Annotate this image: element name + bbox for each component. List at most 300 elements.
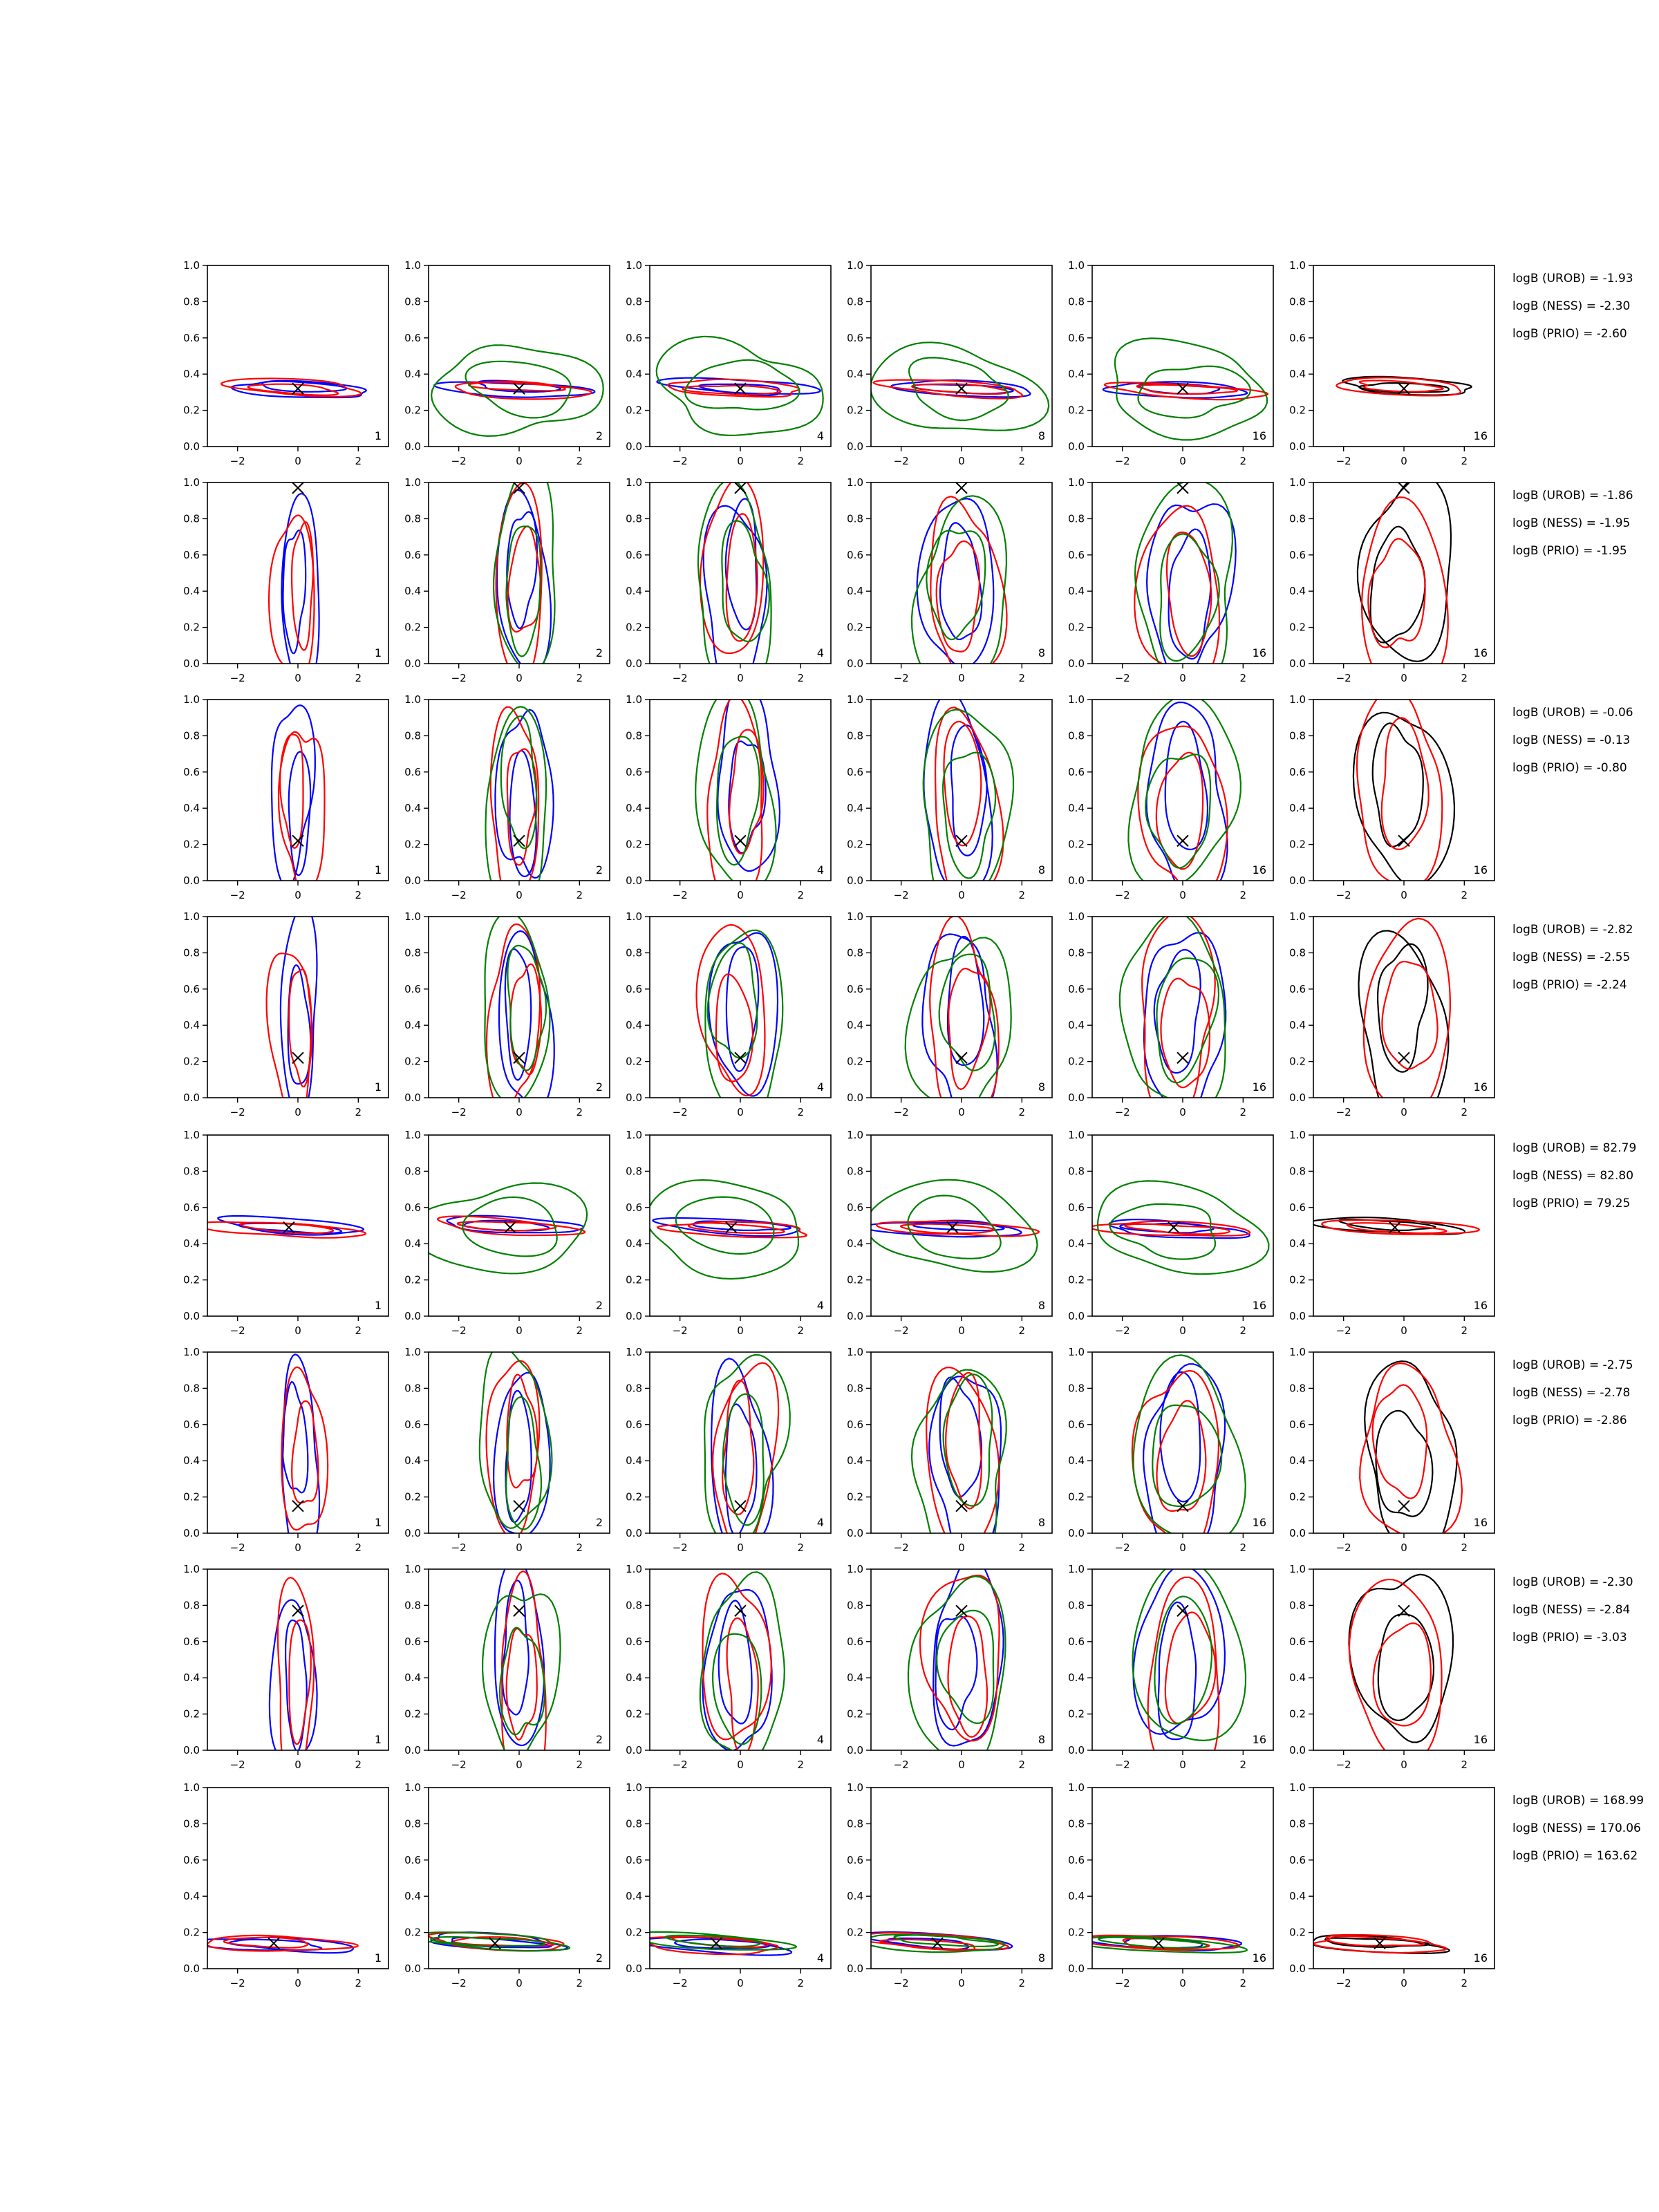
y-tick-label: 0.4: [1289, 368, 1306, 381]
axes-frame: [1092, 265, 1273, 447]
subplot-r3-c6: [1289, 688, 1494, 902]
y-tick-label: 0.4: [847, 1019, 863, 1032]
y-tick-label: 0.0: [626, 1962, 642, 1975]
contour-line: [1138, 727, 1227, 899]
x-tick-label: −2: [1335, 1541, 1351, 1554]
x-tick-label: 0: [958, 672, 965, 684]
y-tick-label: 0.6: [404, 1635, 421, 1648]
y-tick-label: 0.6: [626, 1853, 642, 1866]
y-tick-label: 0.8: [626, 729, 642, 742]
contour-line: [1135, 480, 1232, 693]
y-tick-label: 0.2: [626, 1490, 642, 1503]
subplot-r5-c4: [847, 1129, 1052, 1337]
y-tick-label: 0.2: [1068, 1055, 1085, 1068]
y-tick-label: 0.8: [404, 1165, 421, 1178]
panel-label: 1: [374, 429, 382, 442]
subplot-r7-c5: [1068, 1561, 1273, 1784]
y-tick-label: 1.0: [1289, 476, 1306, 489]
y-tick-label: 0.8: [183, 1599, 200, 1612]
subplot-r5-c3: [626, 1129, 831, 1337]
y-tick-label: 0.4: [1068, 1237, 1085, 1250]
subplot-r3-c3: [626, 682, 831, 901]
subplot-r4-c5: [1068, 910, 1273, 1122]
y-tick-label: 0.6: [183, 765, 200, 778]
y-tick-label: 0.0: [847, 1962, 863, 1975]
true-value-marker: [735, 482, 746, 494]
contour-line: [1133, 1561, 1246, 1741]
y-tick-label: 1.0: [404, 476, 421, 489]
contour-line: [912, 496, 1006, 694]
contour-line: [1157, 1400, 1206, 1511]
subplot-r4-c4: [847, 910, 1052, 1125]
contour-line: [289, 969, 312, 1087]
contour-line: [697, 925, 765, 1096]
y-tick-label: 0.4: [626, 585, 642, 598]
y-tick-label: 0.6: [404, 548, 421, 561]
y-tick-label: 0.4: [183, 802, 200, 815]
y-tick-label: 0.0: [1289, 1962, 1306, 1975]
y-tick-label: 0.4: [404, 1890, 421, 1903]
y-tick-label: 1.0: [847, 259, 863, 272]
log-bayes-text: logB (PRIO) = -2.86: [1512, 1414, 1627, 1427]
panel-label: 16: [1252, 1516, 1266, 1529]
log-bayes-annotations: [1512, 706, 1633, 775]
x-tick-label: 2: [355, 1106, 362, 1118]
contour-line: [705, 930, 782, 1126]
axes-frame: [1092, 482, 1273, 664]
x-tick-label: 0: [1179, 1106, 1186, 1118]
contour-line: [507, 1375, 537, 1488]
y-tick-label: 1.0: [183, 476, 200, 489]
x-tick-label: 2: [355, 455, 362, 467]
y-tick-label: 0.8: [1068, 1382, 1085, 1395]
panel-label: 16: [1252, 1951, 1266, 1965]
true-value-marker: [292, 1052, 303, 1063]
y-tick-label: 1.0: [183, 693, 200, 706]
true-value-marker: [735, 1501, 746, 1512]
contour-line: [267, 953, 312, 1129]
log-bayes-text: logB (NESS) = 170.06: [1512, 1821, 1641, 1835]
x-tick-label: 2: [355, 889, 362, 901]
x-tick-label: 0: [294, 1324, 301, 1337]
x-tick-label: 2: [355, 1977, 362, 1989]
x-tick-label: −2: [893, 1106, 909, 1118]
panel-label: 16: [1252, 863, 1266, 877]
x-tick-label: 2: [797, 672, 805, 684]
y-tick-label: 1.0: [1068, 910, 1085, 923]
y-tick-label: 0.4: [183, 1019, 200, 1032]
y-tick-label: 0.8: [404, 1382, 421, 1395]
panel-label: 16: [1473, 1080, 1488, 1094]
y-tick-label: 0.4: [404, 1019, 421, 1032]
x-tick-label: 0: [737, 455, 744, 467]
x-tick-label: 2: [797, 1324, 805, 1337]
x-tick-label: 2: [797, 1759, 805, 1771]
y-tick-label: 0.0: [183, 1744, 200, 1756]
y-tick-label: 0.4: [404, 802, 421, 815]
y-tick-label: 0.8: [847, 1165, 863, 1178]
y-tick-label: 0.6: [626, 982, 642, 995]
y-tick-label: 0.2: [404, 1707, 421, 1721]
x-tick-label: 0: [516, 1759, 523, 1771]
y-tick-label: 0.8: [626, 1382, 642, 1395]
x-tick-label: 0: [1179, 1324, 1186, 1337]
x-tick-label: 0: [737, 889, 744, 901]
contour-line: [908, 1576, 1006, 1768]
panel-label: 16: [1473, 1516, 1488, 1529]
y-tick-label: 1.0: [847, 1129, 863, 1141]
x-tick-label: 2: [797, 455, 805, 467]
y-tick-label: 0.6: [183, 548, 200, 561]
true-value-marker: [514, 383, 525, 394]
y-tick-label: 0.6: [847, 765, 863, 778]
x-tick-label: −2: [1114, 1541, 1130, 1554]
y-tick-label: 0.0: [183, 1091, 200, 1104]
y-tick-label: 0.8: [626, 512, 642, 525]
y-tick-label: 0.4: [1068, 1019, 1085, 1032]
x-tick-label: 2: [1461, 1759, 1468, 1771]
panel-label: 16: [1473, 1733, 1488, 1746]
x-tick-label: −2: [1114, 455, 1130, 467]
y-tick-label: 0.6: [1289, 331, 1306, 344]
y-tick-label: 0.6: [183, 331, 200, 344]
y-tick-label: 0.8: [1068, 946, 1085, 959]
x-tick-label: 2: [1018, 455, 1026, 467]
panel-label: 1: [374, 646, 382, 659]
y-tick-label: 0.2: [1289, 1926, 1306, 1939]
x-tick-label: −2: [1335, 1324, 1351, 1337]
contour-line: [1362, 497, 1448, 688]
y-tick-label: 0.6: [404, 1418, 421, 1431]
y-tick-label: 0.2: [404, 404, 421, 417]
x-tick-label: 0: [294, 1541, 301, 1554]
panel-label: 2: [595, 646, 603, 659]
contour-line: [940, 523, 982, 639]
subplot-r8-c3: [626, 1781, 831, 1989]
true-value-marker: [735, 835, 746, 846]
x-tick-label: 0: [1179, 672, 1186, 684]
y-tick-label: 0.6: [626, 331, 642, 344]
y-tick-label: 1.0: [626, 1563, 642, 1575]
panel-label: 2: [595, 863, 603, 877]
log-bayes-text: logB (UROB) = -2.75: [1512, 1358, 1633, 1372]
y-tick-label: 0.6: [1068, 1635, 1085, 1648]
y-tick-label: 0.0: [1068, 657, 1085, 670]
x-tick-label: 0: [737, 672, 744, 684]
y-tick-label: 0.2: [1289, 838, 1306, 851]
y-tick-label: 0.0: [847, 1744, 863, 1756]
subplot-r7-c4: [847, 1556, 1052, 1771]
y-tick-label: 0.8: [626, 295, 642, 308]
x-tick-label: −2: [229, 1106, 245, 1118]
y-tick-label: 0.0: [1068, 440, 1085, 453]
log-bayes-text: logB (PRIO) = 79.25: [1512, 1197, 1631, 1210]
x-tick-label: 0: [1400, 1977, 1407, 1989]
contour-line: [510, 751, 536, 877]
y-tick-label: 1.0: [1068, 476, 1085, 489]
y-tick-label: 0.4: [404, 1671, 421, 1685]
y-tick-label: 0.2: [404, 1273, 421, 1286]
y-tick-label: 0.2: [1289, 1055, 1306, 1068]
y-tick-label: 0.4: [1068, 1890, 1085, 1903]
subplot-r5-c1: [183, 1129, 388, 1337]
panel-label: 2: [595, 1951, 603, 1965]
true-value-marker: [292, 482, 303, 494]
y-tick-label: 0.8: [183, 1165, 200, 1178]
x-tick-label: 2: [1239, 889, 1247, 901]
axes-frame: [650, 265, 831, 447]
y-tick-label: 0.0: [1068, 874, 1085, 887]
log-bayes-text: logB (NESS) = -0.13: [1512, 733, 1631, 747]
subplot-r2-c6: [1289, 475, 1494, 688]
y-tick-label: 0.8: [183, 946, 200, 959]
panel-label: 2: [595, 1516, 603, 1529]
y-tick-label: 0.2: [1068, 404, 1085, 417]
y-tick-label: 0.0: [404, 1091, 421, 1104]
x-tick-label: 2: [355, 1541, 362, 1554]
contour-line: [676, 1197, 774, 1254]
contour-line: [1167, 532, 1211, 656]
x-tick-label: 0: [1400, 1324, 1407, 1337]
x-tick-label: −2: [672, 455, 688, 467]
y-tick-label: 0.0: [847, 874, 863, 887]
axes-frame: [871, 917, 1052, 1098]
y-tick-label: 1.0: [847, 1346, 863, 1358]
x-tick-label: 2: [1461, 455, 1468, 467]
subplot-r4-c1: [183, 905, 388, 1129]
y-tick-label: 1.0: [404, 259, 421, 272]
y-tick-label: 0.2: [1068, 838, 1085, 851]
y-tick-label: 0.4: [626, 1019, 642, 1032]
subplot-r1-c5: [1068, 259, 1273, 467]
contour-line: [1161, 979, 1210, 1088]
panel-label: 1: [374, 1516, 382, 1529]
panel-label: 8: [1038, 863, 1045, 877]
y-tick-label: 1.0: [847, 693, 863, 706]
subplot-r8-c1: [183, 1781, 388, 1989]
axes-frame: [207, 265, 388, 447]
log-bayes-text: logB (UROB) = 82.79: [1512, 1141, 1637, 1155]
panel-label: 4: [816, 1733, 824, 1746]
y-tick-label: 0.8: [183, 1382, 200, 1395]
x-tick-label: −2: [672, 1541, 688, 1554]
y-tick-label: 0.8: [1289, 1817, 1306, 1830]
y-tick-label: 0.8: [1068, 729, 1085, 742]
contour-line: [917, 498, 994, 668]
axes-frame: [1313, 700, 1494, 881]
axes-frame: [429, 1569, 610, 1750]
contour-line: [1374, 1623, 1431, 1725]
x-tick-label: 0: [737, 1977, 744, 1989]
x-tick-label: 2: [1018, 672, 1026, 684]
y-tick-label: 0.0: [183, 440, 200, 453]
y-tick-label: 0.6: [626, 1418, 642, 1431]
y-tick-label: 0.4: [847, 1237, 863, 1250]
y-tick-label: 0.6: [183, 1853, 200, 1866]
y-tick-label: 0.8: [404, 1817, 421, 1830]
y-tick-label: 0.6: [847, 331, 863, 344]
contour-line: [709, 933, 778, 1096]
y-tick-label: 1.0: [1289, 1563, 1306, 1575]
y-tick-label: 0.6: [1289, 1201, 1306, 1214]
y-tick-label: 0.4: [1068, 585, 1085, 598]
y-tick-label: 1.0: [1289, 693, 1306, 706]
y-tick-label: 0.8: [626, 946, 642, 959]
y-tick-label: 1.0: [1068, 693, 1085, 706]
panel-label: 4: [816, 863, 824, 877]
x-tick-label: 0: [958, 889, 965, 901]
x-tick-label: 2: [1461, 1977, 1468, 1989]
log-bayes-annotations: [1512, 1141, 1636, 1210]
y-tick-label: 0.4: [626, 1671, 642, 1685]
log-bayes-text: logB (UROB) = -0.06: [1512, 706, 1633, 720]
y-tick-label: 0.6: [1068, 1418, 1085, 1431]
log-bayes-annotations: [1512, 489, 1633, 558]
subplot-r7-c3: [626, 1563, 831, 1771]
y-tick-label: 1.0: [1289, 259, 1306, 272]
subplot-r5-c2: [404, 1129, 610, 1337]
y-tick-label: 0.2: [404, 838, 421, 851]
panel-label: 1: [374, 1299, 382, 1312]
contour-line: [1134, 1355, 1246, 1542]
x-tick-label: −2: [451, 1977, 467, 1989]
panel-label: 2: [595, 1080, 603, 1094]
y-tick-label: 0.8: [1289, 295, 1306, 308]
panel-label: 16: [1252, 1080, 1266, 1094]
axes-frame: [207, 700, 388, 881]
y-tick-label: 0.2: [847, 1707, 863, 1721]
y-tick-label: 0.2: [183, 1055, 200, 1068]
axes-frame: [207, 1135, 388, 1316]
y-tick-label: 0.4: [626, 368, 642, 381]
x-tick-label: 2: [1461, 1106, 1468, 1118]
y-tick-label: 0.2: [847, 1926, 863, 1939]
y-tick-label: 0.0: [183, 1527, 200, 1539]
y-tick-label: 0.0: [847, 1091, 863, 1104]
contour-line: [707, 696, 762, 898]
y-tick-label: 1.0: [626, 693, 642, 706]
contour-line: [1154, 950, 1201, 1073]
panel-label: 1: [374, 863, 382, 877]
log-bayes-annotations: [1512, 272, 1633, 341]
y-tick-label: 1.0: [1068, 259, 1085, 272]
y-tick-label: 0.4: [183, 585, 200, 598]
y-tick-label: 0.0: [404, 1527, 421, 1539]
y-tick-label: 0.2: [183, 621, 200, 634]
x-tick-label: 0: [516, 672, 523, 684]
x-tick-label: −2: [451, 1541, 467, 1554]
subplot-r2-c4: [847, 476, 1052, 694]
true-value-marker: [514, 1501, 525, 1512]
x-tick-label: −2: [1335, 889, 1351, 901]
subplot-r1-c2: [404, 259, 610, 467]
x-tick-label: 0: [737, 1106, 744, 1118]
y-tick-label: 0.6: [404, 331, 421, 344]
y-tick-label: 0.0: [404, 874, 421, 887]
y-tick-label: 0.2: [404, 1055, 421, 1068]
y-tick-label: 0.4: [1068, 1454, 1085, 1468]
x-tick-label: −2: [229, 1541, 245, 1554]
y-tick-label: 0.4: [626, 1237, 642, 1250]
x-tick-label: 2: [1461, 672, 1468, 684]
x-tick-label: −2: [229, 1324, 245, 1337]
panel-label: 2: [595, 1299, 603, 1312]
y-tick-label: 0.4: [1068, 368, 1085, 381]
x-tick-label: 0: [1400, 672, 1407, 684]
panel-label: 4: [816, 646, 824, 659]
contour-line: [1152, 1405, 1221, 1506]
y-tick-label: 0.4: [404, 368, 421, 381]
panel-label: 2: [595, 429, 603, 442]
y-tick-label: 0.2: [404, 621, 421, 634]
x-tick-label: 0: [958, 1324, 965, 1337]
x-tick-label: 0: [958, 1106, 965, 1118]
log-bayes-text: logB (PRIO) = -1.95: [1512, 544, 1627, 558]
x-tick-label: 2: [797, 1541, 805, 1554]
y-tick-label: 0.0: [1068, 1310, 1085, 1322]
y-tick-label: 0.2: [1068, 1707, 1085, 1721]
x-tick-label: 0: [294, 1977, 301, 1989]
y-tick-label: 1.0: [404, 1129, 421, 1141]
log-bayes-annotations: [1512, 1358, 1633, 1427]
y-tick-label: 1.0: [847, 476, 863, 489]
contour-line: [717, 737, 760, 865]
log-bayes-text: logB (UROB) = -1.93: [1512, 272, 1633, 285]
y-tick-label: 0.8: [1068, 1165, 1085, 1178]
y-tick-label: 0.2: [183, 838, 200, 851]
subplot-r3-c2: [404, 693, 610, 912]
x-tick-label: 2: [576, 1106, 583, 1118]
x-tick-label: −2: [672, 1977, 688, 1989]
y-tick-label: 0.8: [847, 946, 863, 959]
x-tick-label: 0: [1400, 1759, 1407, 1771]
true-value-marker: [1177, 1052, 1188, 1063]
x-tick-label: −2: [229, 1977, 245, 1989]
y-tick-label: 0.8: [183, 295, 200, 308]
contour-line: [507, 1629, 537, 1740]
panel-label: 8: [1038, 1951, 1045, 1965]
y-tick-label: 0.4: [1289, 1454, 1306, 1468]
y-tick-label: 0.8: [183, 1817, 200, 1830]
y-tick-label: 0.8: [404, 946, 421, 959]
subplot-r3-c4: [847, 692, 1052, 913]
y-tick-label: 0.4: [1068, 802, 1085, 815]
contour-line: [711, 1358, 773, 1549]
y-tick-label: 0.0: [183, 874, 200, 887]
x-tick-label: −2: [893, 455, 909, 467]
y-tick-label: 1.0: [1289, 1346, 1306, 1358]
x-tick-label: −2: [1335, 672, 1351, 684]
x-tick-label: −2: [451, 1759, 467, 1771]
panel-label: 8: [1038, 1080, 1045, 1094]
subplot-r3-c1: [183, 693, 388, 901]
y-tick-label: 0.8: [1068, 1599, 1085, 1612]
axes-frame: [871, 482, 1052, 664]
x-tick-label: 0: [1400, 455, 1407, 467]
axes-frame: [207, 1569, 388, 1750]
y-tick-label: 0.0: [404, 1962, 421, 1975]
x-tick-label: −2: [1114, 1759, 1130, 1771]
panel-label: 16: [1473, 429, 1488, 442]
y-tick-label: 0.4: [1289, 1671, 1306, 1685]
log-bayes-annotations: [1512, 923, 1633, 992]
panel-label: 1: [374, 1733, 382, 1746]
contour-line: [1147, 702, 1228, 901]
y-tick-label: 0.4: [847, 1890, 863, 1903]
panel-label: 4: [816, 1516, 824, 1529]
y-tick-label: 1.0: [404, 910, 421, 923]
contour-line: [411, 1183, 587, 1274]
